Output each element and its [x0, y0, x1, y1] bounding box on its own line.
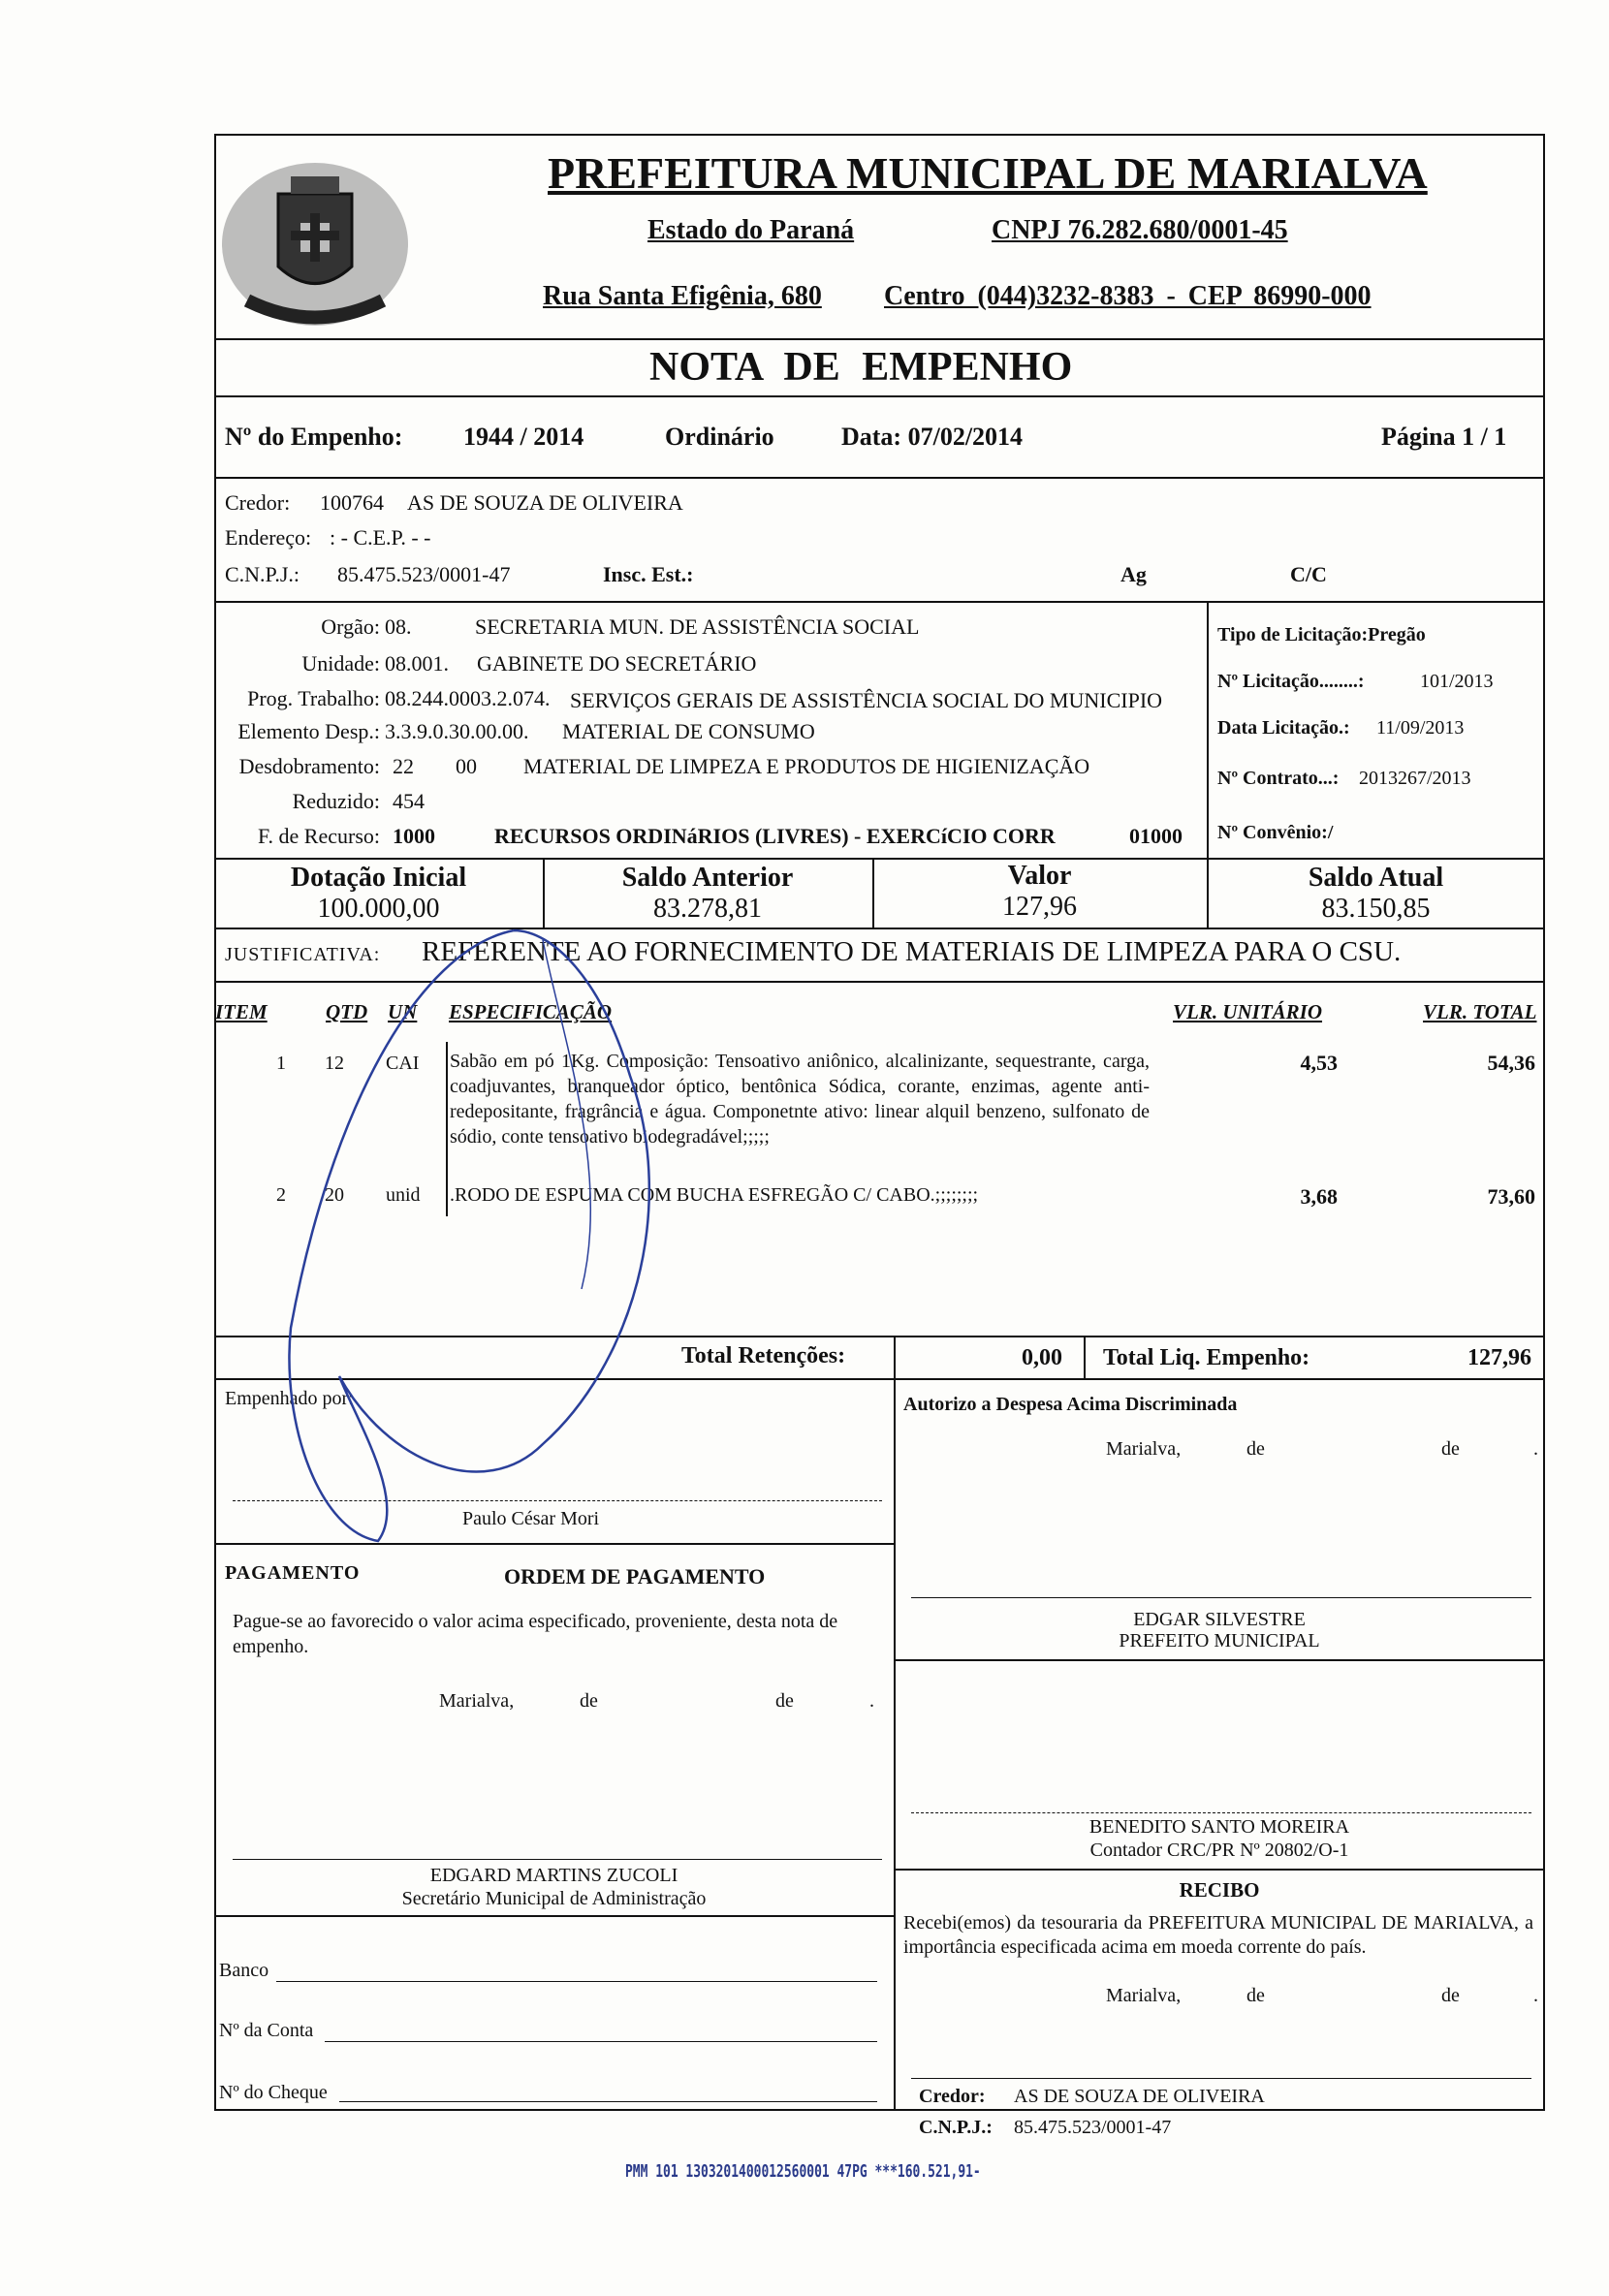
- prog-label: Prog. Trabalho:: [247, 686, 380, 710]
- recurso-desc: RECURSOS ORDINáRIOS (LIVRES) - EXERCíCIO CORR: [494, 824, 1056, 848]
- credor-label: Credor:: [225, 490, 291, 515]
- item-spec: .RODO DE ESPUMA COM BUCHA ESFREGÃO C/ CABO.;;;;;;;;: [450, 1184, 979, 1206]
- item-qty: 12: [325, 1053, 344, 1074]
- credor-name: AS DE SOUZA DE OLIVEIRA: [407, 490, 683, 515]
- contrato-label: Nº Contrato...:: [1217, 768, 1340, 789]
- cnpj-label: CNPJ 76.282.680/0001-45: [992, 215, 1288, 245]
- desdob-desc: MATERIAL DE LIMPEZA E PRODUTOS DE HIGIENIZAÇÃO: [523, 754, 1090, 778]
- reduzido-value: 454: [393, 789, 425, 813]
- col-item: ITEM: [215, 1000, 268, 1023]
- pagamento-de2: de: [775, 1690, 794, 1712]
- pagamento-label: PAGAMENTO: [225, 1562, 361, 1584]
- item-total-value: 73,60: [1487, 1184, 1535, 1209]
- footer-credor-label: Credor:: [919, 2086, 986, 2107]
- col-qtd: QTD: [326, 1000, 368, 1023]
- conta-label: Nº da Conta: [219, 2020, 314, 2041]
- data-licitacao: 11/09/2013: [1376, 717, 1465, 739]
- credor-code: 100764: [320, 490, 384, 515]
- numero-licitacao: 101/2013: [1420, 671, 1494, 692]
- item-unit: CAI: [386, 1053, 420, 1074]
- empenhado-label: Empenhado por:: [225, 1388, 354, 1409]
- item-number: 1: [276, 1053, 286, 1074]
- footer-cnpj-label: C.N.P.J.:: [919, 2117, 993, 2138]
- ordem-pagamento-title: ORDEM DE PAGAMENTO: [504, 1564, 766, 1588]
- autorizo-de2: de: [1441, 1438, 1460, 1460]
- item-qty: 20: [325, 1184, 344, 1206]
- retencoes-value: 0,00: [1022, 1345, 1062, 1370]
- secretario-role: Secretário Municipal de Administração: [401, 1888, 707, 1909]
- agency-label: Ag: [1120, 562, 1147, 586]
- liquido-label: Total Liq. Empenho:: [1103, 1345, 1310, 1370]
- bank-stamp: PMM 101 1303201400012560001 47PG ***160.521,91-: [625, 2161, 981, 2182]
- item-number: 2: [276, 1184, 286, 1206]
- footer-credor-name: AS DE SOUZA DE OLIVEIRA: [1014, 2086, 1265, 2107]
- autorizo-dot: .: [1533, 1438, 1538, 1460]
- secretario-name: EDGARD MARTINS ZUCOLI: [429, 1865, 678, 1886]
- retencoes-label: Total Retenções:: [681, 1343, 846, 1368]
- elemento-label: Elemento Desp.:: [237, 719, 380, 743]
- banco-label: Banco: [219, 1960, 269, 1981]
- recibo-city: Marialva,: [1106, 1985, 1182, 2006]
- contador-name: BENEDITO SANTO MOREIRA: [1088, 1816, 1350, 1838]
- valor-value: 127,96: [1002, 892, 1077, 922]
- recibo-de1: de: [1246, 1985, 1265, 2006]
- justificativa-label: JUSTIFICATIVA:: [225, 944, 381, 965]
- recibo-dot: .: [1533, 1985, 1538, 2006]
- data-licitacao-label: Data Licitação.:: [1217, 717, 1350, 739]
- prefeito-name: EDGAR SILVESTRE: [1133, 1609, 1306, 1630]
- recurso-code: 1000: [393, 824, 435, 848]
- credor-cnpj: 85.475.523/0001-47: [337, 562, 511, 586]
- convenio-label: Nº Convênio:/: [1217, 822, 1334, 843]
- saldo-anterior-value: 83.278,81: [653, 894, 762, 924]
- valor-label: Valor: [1007, 861, 1072, 891]
- col-unit-value: VLR. UNITÁRIO: [1173, 1000, 1323, 1023]
- numero-licitacao-label: Nº Licitação........:: [1217, 671, 1365, 692]
- recibo-title: RECIBO: [1179, 1878, 1260, 1902]
- page-title: PREFEITURA MUNICIPAL DE MARIALVA: [548, 148, 1428, 198]
- empenhado-name: Paulo César Mori: [462, 1508, 600, 1529]
- recurso-number: 01000: [1129, 824, 1183, 848]
- col-total-value: VLR. TOTAL: [1423, 1000, 1537, 1023]
- address-field: : - C.E.P. - -: [330, 525, 431, 550]
- pagamento-text: Pague-se ao favorecido o valor acima especificado, proveniente, desta nota de empenho.: [233, 1611, 838, 1657]
- state-label: Estado do Paraná: [647, 215, 855, 245]
- dotacao-label: Dotação Inicial: [290, 863, 467, 893]
- insc-est-label: Insc. Est.:: [603, 562, 694, 586]
- desdob-label: Desdobramento:: [238, 754, 380, 778]
- col-spec: ESPECIFICAÇÃO: [449, 1000, 613, 1023]
- prog-code: 08.244.0003.2.074.: [385, 686, 551, 710]
- reduzido-label: Reduzido:: [292, 789, 380, 813]
- unidade-label: Unidade:: [301, 651, 380, 676]
- contrato-number: 2013267/2013: [1359, 768, 1471, 789]
- autorizo-city: Marialva,: [1106, 1438, 1182, 1460]
- liquido-value: 127,96: [1467, 1345, 1531, 1370]
- item-unit: unid: [386, 1184, 421, 1206]
- item-unit-value: 4,53: [1300, 1051, 1338, 1075]
- item-spec: Sabão em pó 1Kg. Composição: Tensoativo aniônico, alcalinizante, sequestrante, carga, coadjuvantes, branqueador óptico, bentônica Sódica, corante, enzimas, agente anti-redepositante, fragrância e água. Componetnte ativo: linear alquil benzeno, sulfonato de sódio, conte tensoativo biodegradável;;;;;: [450, 1051, 1150, 1148]
- desdob-code: 22: [393, 754, 414, 778]
- empenho-type: Ordinário: [665, 423, 774, 451]
- coat-of-arms-logo: [218, 155, 417, 334]
- justificativa-text: REFERENTE AO FORNECIMENTO DE MATERIAIS DE LIMPEZA PARA O CSU.: [422, 936, 1402, 967]
- orgao-code: 08.: [385, 614, 412, 639]
- tipo-licitacao: Tipo de Licitação:Pregão: [1217, 624, 1426, 645]
- doc-title: NOTA DE EMPENHO: [649, 345, 1073, 390]
- col-un: UN: [388, 1000, 418, 1023]
- footer-cnpj: 85.475.523/0001-47: [1014, 2117, 1172, 2138]
- elemento-desc: MATERIAL DE CONSUMO: [562, 719, 815, 743]
- item-unit-value: 3,68: [1300, 1184, 1338, 1209]
- empenho-date: Data: 07/02/2014: [841, 423, 1024, 451]
- empenho-number: 1944 / 2014: [463, 423, 584, 451]
- unidade-desc: GABINETE DO SECRETÁRIO: [477, 651, 757, 676]
- recibo-de2: de: [1441, 1985, 1460, 2006]
- credor-cnpj-label: C.N.P.J.:: [225, 562, 300, 586]
- orgao-label: Orgão:: [321, 614, 380, 639]
- saldo-atual-label: Saldo Atual: [1308, 863, 1444, 893]
- prefeito-role: PREFEITO MUNICIPAL: [1119, 1630, 1320, 1651]
- pagamento-de1: de: [580, 1690, 598, 1712]
- recurso-label: F. de Recurso:: [258, 824, 380, 848]
- address-field-label: Endereço:: [225, 525, 312, 550]
- autorizo-label: Autorizo a Despesa Acima Discriminada: [903, 1394, 1238, 1415]
- pagamento-city: Marialva,: [439, 1690, 515, 1712]
- page-number: Página 1 / 1: [1381, 423, 1507, 451]
- recibo-text: Recebi(emos) da tesouraria da PREFEITURA MUNICIPAL DE MARIALVA, a importância especificada acima em moeda corrente do país.: [903, 1912, 1533, 1958]
- contador-role: Contador CRC/PR Nº 20802/O-1: [1089, 1840, 1349, 1861]
- pagamento-dot: .: [869, 1690, 874, 1712]
- item-total-value: 54,36: [1487, 1051, 1535, 1075]
- contact-label: Centro (044)3232-8383 - CEP 86990-000: [884, 281, 1372, 311]
- elemento-code: 3.3.9.0.30.00.00.: [385, 719, 529, 743]
- unidade-code: 08.001.: [385, 651, 449, 676]
- prog-desc: SERVIÇOS GERAIS DE ASSISTÊNCIA SOCIAL DO MUNICIPIO: [570, 688, 1163, 712]
- saldo-atual-value: 83.150,85: [1321, 894, 1431, 924]
- address-label: Rua Santa Efigênia, 680: [543, 281, 822, 311]
- cheque-label: Nº do Cheque: [219, 2082, 328, 2103]
- desdob-sub: 00: [456, 754, 477, 778]
- saldo-anterior-label: Saldo Anterior: [621, 863, 794, 893]
- orgao-desc: SECRETARIA MUN. DE ASSISTÊNCIA SOCIAL: [475, 614, 920, 639]
- account-label: C/C: [1290, 562, 1327, 586]
- empenho-number-label: Nº do Empenho:: [225, 423, 403, 451]
- autorizo-de1: de: [1246, 1438, 1265, 1460]
- dotacao-value: 100.000,00: [317, 894, 440, 924]
